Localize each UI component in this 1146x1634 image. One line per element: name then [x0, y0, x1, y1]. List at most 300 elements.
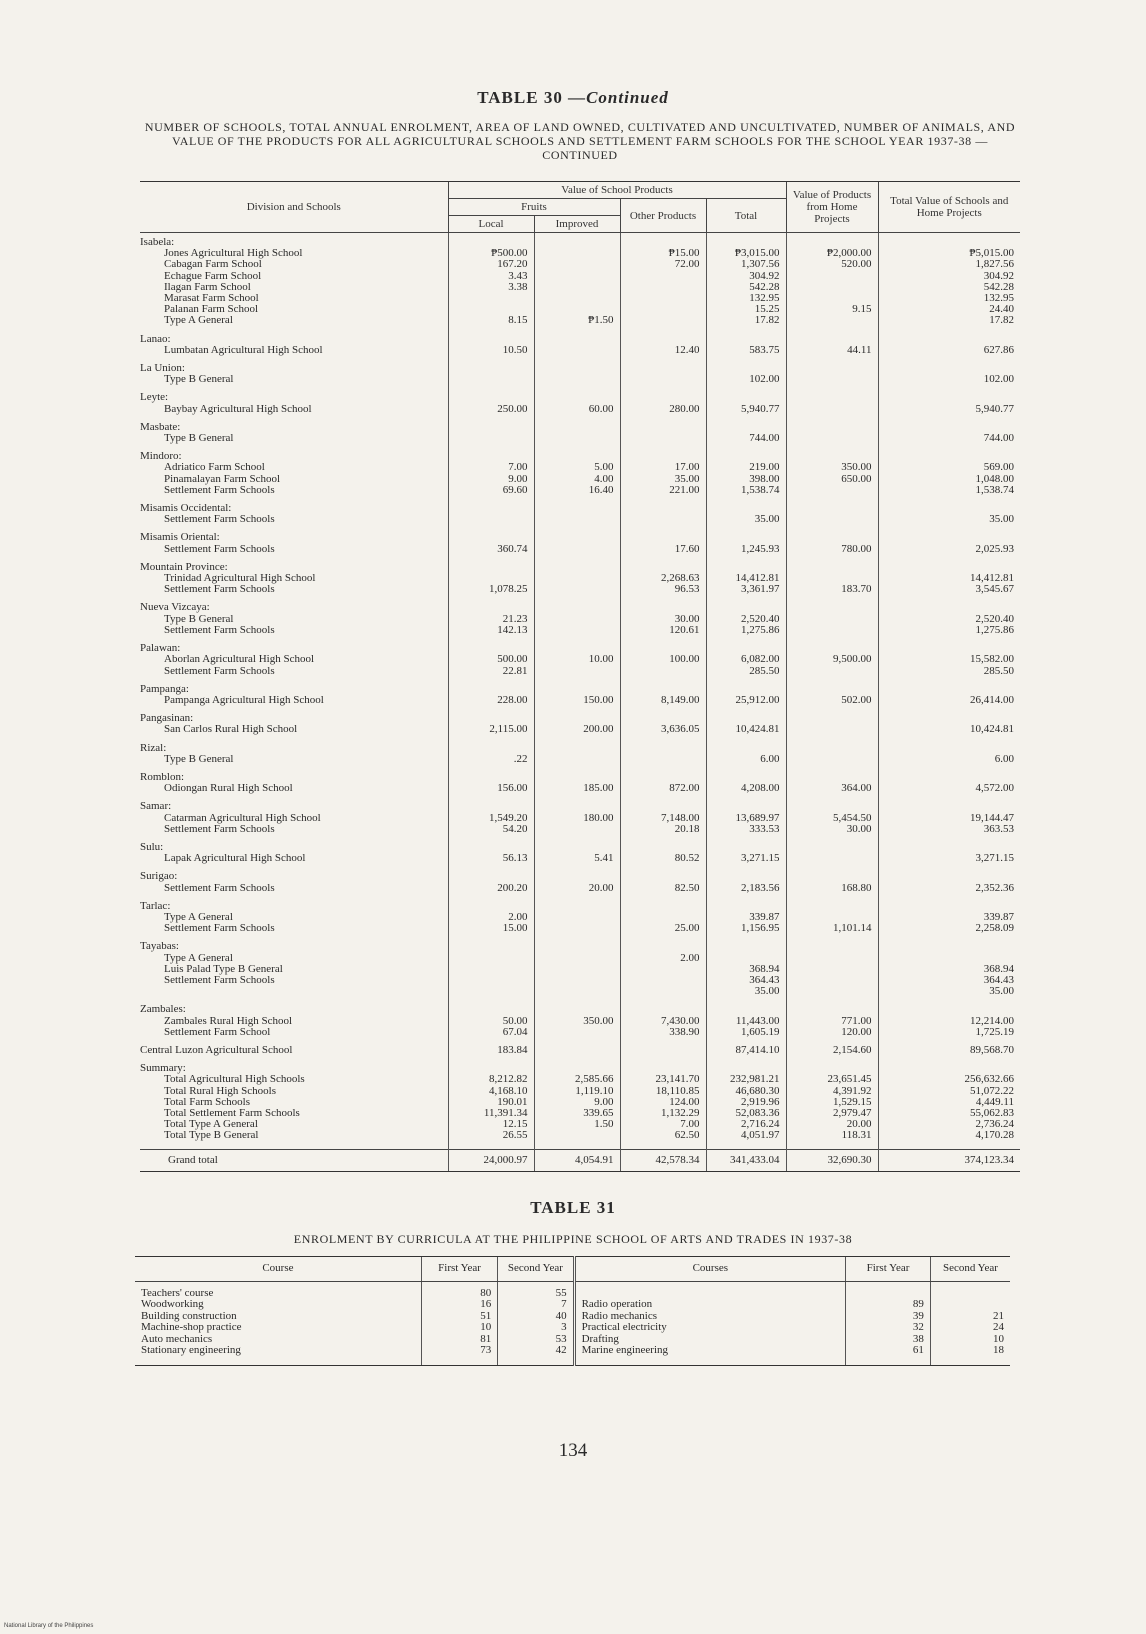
cell-total: 285.50 — [706, 666, 786, 684]
cell-improved — [534, 912, 620, 923]
footer-credit: National Library of the Philippines — [4, 1623, 94, 1629]
table-row — [140, 1027, 1020, 1045]
cell-local: ₱500.00 — [448, 248, 534, 259]
empty-cell — [448, 392, 534, 403]
cell-grand: 89,568.70 — [878, 1045, 1020, 1063]
cell-total: 2,183.56 — [706, 883, 786, 901]
table-31-title: TABLE 31 — [530, 1198, 616, 1217]
empty-cell — [534, 1004, 620, 1015]
t31-cell-first: 16 — [421, 1299, 497, 1311]
cell-grand: 368.94 — [878, 964, 1020, 975]
cell-total: 6.00 — [706, 754, 786, 772]
school-name-text: Total Settlement Farm Schools — [164, 1107, 300, 1119]
empty-cell — [786, 1004, 878, 1015]
school-name-text: Total Farm Schools — [164, 1095, 251, 1108]
division-name: Lanao: — [140, 332, 171, 345]
table-row — [140, 282, 1020, 293]
table-row — [140, 986, 1020, 1004]
cell-total: 1,245.93 — [706, 544, 786, 562]
empty-cell — [786, 422, 878, 433]
cell-total: 1,605.19 — [706, 1027, 786, 1045]
cell-other: 8,149.00 — [620, 695, 706, 713]
t31-cell-first: 81 — [421, 1334, 497, 1346]
t31-cell-course: Woodworking — [141, 1298, 204, 1310]
cell-local — [448, 986, 534, 1004]
cell-home: 780.00 — [786, 544, 878, 562]
grand-total-improved: 4,054.91 — [534, 1149, 620, 1171]
cell-total: 364.43 — [706, 975, 786, 986]
cell-grand: 12,214.00 — [878, 1016, 1020, 1027]
grand-total-home: 32,690.30 — [786, 1149, 878, 1171]
t31-header-second-year-right: Second Year — [930, 1257, 1010, 1282]
cell-total: 583.75 — [706, 345, 786, 363]
school-name-text: Settlement Farm Schools — [164, 922, 275, 935]
empty-cell — [786, 532, 878, 543]
division-row — [140, 363, 1020, 374]
empty-cell — [620, 503, 706, 514]
division-name: Mindoro: — [140, 450, 182, 463]
cell-other: 23,141.70 — [620, 1074, 706, 1085]
empty-cell — [786, 363, 878, 374]
t31-cell-course: Stationary engineering — [135, 1345, 421, 1365]
cell-improved — [534, 754, 620, 772]
table-row — [140, 666, 1020, 684]
school-name — [140, 374, 448, 392]
cell-local: 142.13 — [448, 625, 534, 643]
division-name: Surigao: — [140, 870, 178, 883]
header-other-products: Other Products — [620, 199, 706, 233]
empty-cell — [534, 503, 620, 514]
cell-local — [448, 514, 534, 532]
empty-cell — [786, 602, 878, 613]
cell-home — [786, 315, 878, 333]
table-row — [140, 695, 1020, 713]
t31-cell-second-r: 24 — [930, 1322, 1010, 1334]
t31-cell-first: 73 — [421, 1345, 497, 1365]
cell-grand: 3,545.67 — [878, 584, 1020, 602]
division-name: Samar: — [140, 800, 172, 813]
cell-home: 44.11 — [786, 345, 878, 363]
empty-cell — [786, 901, 878, 912]
cell-grand: 26,414.00 — [878, 695, 1020, 713]
school-name-text: Pinamalayan Farm School — [164, 472, 281, 485]
cell-improved: 4.00 — [534, 474, 620, 485]
empty-cell — [620, 743, 706, 754]
header-total: Total — [706, 199, 786, 233]
table-row — [140, 923, 1020, 941]
t31-header-first-year: First Year — [421, 1257, 497, 1282]
cell-improved: 350.00 — [534, 1016, 620, 1027]
table-row — [140, 1045, 1020, 1063]
empty-cell — [878, 392, 1020, 403]
table-row — [140, 724, 1020, 742]
cell-grand: 17.82 — [878, 315, 1020, 333]
cell-improved — [534, 1130, 620, 1149]
cell-local: 3.38 — [448, 282, 534, 293]
cell-home — [786, 282, 878, 293]
t31-header-courses: Courses — [574, 1257, 846, 1282]
empty-cell — [786, 233, 878, 249]
school-name-text: Jones Agricultural High School — [164, 247, 303, 260]
empty-cell — [786, 871, 878, 882]
t31-cell-course-r: Drafting — [574, 1334, 846, 1346]
t31-header-second-year: Second Year — [498, 1257, 574, 1282]
cell-improved: 185.00 — [534, 783, 620, 801]
school-name-text: Settlement Farm School — [164, 1025, 271, 1038]
cell-home — [786, 724, 878, 742]
t31-cell-course-r: Radio mechanics — [574, 1311, 846, 1323]
cell-local: 360.74 — [448, 544, 534, 562]
grand-total-text: Grand total — [168, 1153, 218, 1166]
division-name: Tayabas: — [140, 940, 179, 953]
table-row — [140, 315, 1020, 333]
school-name-text: Settlement Farm Schools — [164, 542, 275, 555]
empty-cell — [706, 233, 786, 249]
cell-improved: ₱1.50 — [534, 315, 620, 333]
school-name-text: San Carlos Rural High School — [164, 723, 298, 736]
school-name — [140, 485, 448, 503]
empty-cell — [786, 743, 878, 754]
empty-cell — [448, 602, 534, 613]
empty-cell — [620, 363, 706, 374]
header-fruits: Fruits — [448, 199, 620, 216]
cell-local: 54.20 — [448, 824, 534, 842]
cell-grand: 102.00 — [878, 374, 1020, 392]
table-row — [140, 485, 1020, 503]
cell-total: 3,361.97 — [706, 584, 786, 602]
school-name-text: Total Type B General — [164, 1129, 259, 1142]
table-31 — [135, 1256, 1010, 1366]
division-row — [140, 941, 1020, 952]
t31-cell-course-r — [574, 1281, 846, 1299]
empty-cell — [448, 1004, 534, 1015]
cell-home: 350.00 — [786, 462, 878, 473]
division-name: Palawan: — [140, 642, 181, 655]
cell-home: 5,454.50 — [786, 813, 878, 824]
cell-other — [620, 433, 706, 451]
division-row — [140, 901, 1020, 912]
cell-improved — [534, 248, 620, 259]
empty-cell — [620, 422, 706, 433]
division-row — [140, 1004, 1020, 1015]
t31-cell-first-r: 39 — [846, 1311, 931, 1323]
school-name — [140, 404, 448, 422]
t31-cell-course-r: Practical electricity — [574, 1322, 846, 1334]
cell-improved: 339.65 — [534, 1108, 620, 1119]
table-row — [135, 1311, 1010, 1323]
cell-grand: 35.00 — [878, 986, 1020, 1004]
cell-local — [448, 293, 534, 304]
empty-cell — [706, 532, 786, 543]
cell-home — [786, 625, 878, 643]
cell-local: 500.00 — [448, 654, 534, 665]
cell-local: 9.00 — [448, 474, 534, 485]
cell-other: 1,132.29 — [620, 1108, 706, 1119]
table-row — [135, 1281, 1010, 1299]
cell-other: 872.00 — [620, 783, 706, 801]
division-name: Leyte: — [140, 391, 169, 404]
cell-local: 228.00 — [448, 695, 534, 713]
school-name-text: Type B General — [164, 612, 234, 625]
empty-cell — [534, 743, 620, 754]
cell-improved: 16.40 — [534, 485, 620, 503]
cell-total: 2,919.96 — [706, 1097, 786, 1108]
cell-other: 338.90 — [620, 1027, 706, 1045]
school-name-text: Pampanga Agricultural High School — [164, 693, 324, 706]
cell-home: 1,529.15 — [786, 1097, 878, 1108]
cell-total: 339.87 — [706, 912, 786, 923]
table-31-subtitle: ENROLMENT BY CURRICULA AT THE PHILIPPINE SCHOOL OF ARTS AND TRADES IN 1937-38 — [293, 1232, 853, 1246]
school-name — [140, 783, 448, 801]
cell-improved: 60.00 — [534, 404, 620, 422]
cell-other: 17.00 — [620, 462, 706, 473]
division-name: Romblon: — [140, 770, 185, 783]
cell-home — [786, 953, 878, 964]
school-name-text: Lapak Agricultural High School — [164, 852, 306, 865]
cell-grand: 19,144.47 — [878, 813, 1020, 824]
table-30-title: TABLE 30 —Continued — [477, 88, 669, 107]
cell-improved: 2,585.66 — [534, 1074, 620, 1085]
table-row — [140, 1119, 1020, 1130]
cell-improved — [534, 259, 620, 270]
school-name — [140, 1130, 448, 1149]
empty-cell — [448, 941, 534, 952]
school-name — [140, 462, 448, 473]
cell-improved — [534, 345, 620, 363]
cell-improved — [534, 964, 620, 975]
cell-improved: 1,119.10 — [534, 1086, 620, 1097]
cell-local: 10.50 — [448, 345, 534, 363]
cell-total: 232,981.21 — [706, 1074, 786, 1085]
cell-other: 2.00 — [620, 953, 706, 964]
cell-improved — [534, 573, 620, 584]
school-name-text: Settlement Farm Schools — [164, 822, 275, 835]
t31-cell-first-r: 38 — [846, 1334, 931, 1346]
table-row — [135, 1299, 1010, 1311]
empty-cell — [620, 871, 706, 882]
cell-other — [620, 666, 706, 684]
school-name — [140, 883, 448, 901]
header-local: Local — [448, 216, 534, 233]
cell-grand: 4,572.00 — [878, 783, 1020, 801]
cell-home — [786, 433, 878, 451]
cell-improved: 180.00 — [534, 813, 620, 824]
cell-home: 650.00 — [786, 474, 878, 485]
school-name — [140, 853, 448, 871]
empty-cell — [786, 941, 878, 952]
division-row — [140, 532, 1020, 543]
cell-grand: 627.86 — [878, 345, 1020, 363]
cell-local — [448, 964, 534, 975]
table-row — [135, 1345, 1010, 1365]
cell-other: 18,110.85 — [620, 1086, 706, 1097]
empty-cell — [878, 602, 1020, 613]
cell-local: 8.15 — [448, 315, 534, 333]
school-name — [140, 754, 448, 772]
division-name: La Union: — [140, 362, 185, 375]
cell-other: 25.00 — [620, 923, 706, 941]
cell-local: 1,078.25 — [448, 584, 534, 602]
school-name-text: Settlement Farm Schools — [164, 483, 275, 496]
cell-grand: 363.53 — [878, 824, 1020, 842]
cell-total: 4,051.97 — [706, 1130, 786, 1149]
cell-grand: 1,827.56 — [878, 259, 1020, 270]
division-name: Zambales: — [140, 1003, 186, 1016]
cell-grand: 569.00 — [878, 462, 1020, 473]
t31-cell-course: Teachers' course — [141, 1286, 214, 1299]
header-total-value: Total Value of Schools and Home Projects — [878, 182, 1020, 233]
table-row — [140, 544, 1020, 562]
cell-home: 120.00 — [786, 1027, 878, 1045]
t31-cell-second: 7 — [498, 1299, 574, 1311]
cell-local: 69.60 — [448, 485, 534, 503]
empty-cell — [448, 801, 534, 812]
cell-total: 14,412.81 — [706, 573, 786, 584]
school-name-text: Adriatico Farm School — [164, 461, 265, 474]
cell-grand: 132.95 — [878, 293, 1020, 304]
cell-grand: 364.43 — [878, 975, 1020, 986]
cell-improved — [534, 975, 620, 986]
cell-total: 304.92 — [706, 271, 786, 282]
school-name — [140, 315, 448, 333]
cell-total: 1,538.74 — [706, 485, 786, 503]
cell-improved: 10.00 — [534, 654, 620, 665]
school-name-text: Aborlan Agricultural High School — [164, 653, 315, 666]
division-row — [140, 451, 1020, 462]
cell-other: 30.00 — [620, 614, 706, 625]
cell-home: 118.31 — [786, 1130, 878, 1149]
empty-cell — [534, 532, 620, 543]
cell-improved: 1.50 — [534, 1119, 620, 1130]
empty-cell — [786, 801, 878, 812]
cell-other: 20.18 — [620, 824, 706, 842]
empty-cell — [706, 801, 786, 812]
cell-local: 26.55 — [448, 1130, 534, 1149]
school-name — [140, 724, 448, 742]
cell-other — [620, 315, 706, 333]
table-row — [140, 883, 1020, 901]
table-30-subtitle: NUMBER OF SCHOOLS, TOTAL ANNUAL ENROLMENT, AREA OF LAND OWNED, CULTIVATED AND UNCULTIVATED, NUMBER OF ANIMALS, AND VALUE OF THE PRODUCTS FOR ALL AGRICULTURAL SCHOOLS AND SETTLEMENT FARM SCHOOLS FOR THE SCHOOL YEAR 1937-38 —CONTINUED — [144, 120, 1016, 162]
school-name-text: Settlement Farm Schools — [164, 583, 275, 596]
division-name: Pangasinan: — [140, 712, 194, 725]
cell-grand: 2,025.93 — [878, 544, 1020, 562]
table-row — [140, 824, 1020, 842]
cell-improved: 9.00 — [534, 1097, 620, 1108]
empty-cell — [786, 503, 878, 514]
cell-local — [448, 374, 534, 392]
empty-cell — [706, 871, 786, 882]
empty-cell — [448, 363, 534, 374]
empty-cell — [620, 602, 706, 613]
empty-cell — [620, 801, 706, 812]
cell-home — [786, 404, 878, 422]
header-division: Division and Schools — [140, 182, 448, 233]
cell-local: 12.15 — [448, 1119, 534, 1130]
cell-local — [448, 953, 534, 964]
division-row — [140, 743, 1020, 754]
t31-cell-course: Building construction — [141, 1309, 237, 1322]
cell-home: 771.00 — [786, 1016, 878, 1027]
table-row — [140, 975, 1020, 986]
cell-other: ₱15.00 — [620, 248, 706, 259]
cell-local: 167.20 — [448, 259, 534, 270]
cell-other — [620, 282, 706, 293]
cell-total: 6,082.00 — [706, 654, 786, 665]
cell-grand: 1,048.00 — [878, 474, 1020, 485]
cell-local: 15.00 — [448, 923, 534, 941]
school-name-text: Baybay Agricultural High School — [164, 402, 312, 415]
school-name-text: Settlement Farm Schools — [164, 513, 275, 526]
school-name — [140, 923, 448, 941]
cell-home — [786, 485, 878, 503]
cell-other: 7,430.00 — [620, 1016, 706, 1027]
division-name: Isabela: — [140, 236, 175, 248]
school-name-text: Luis Palad Type B General — [164, 962, 283, 975]
cell-home: 9,500.00 — [786, 654, 878, 665]
school-name-text: Total Rural High Schools — [164, 1084, 276, 1097]
empty-cell — [878, 941, 1020, 952]
division-name: Pampanga: — [140, 682, 189, 695]
cell-total: 2,520.40 — [706, 614, 786, 625]
empty-cell — [534, 422, 620, 433]
cell-grand: 35.00 — [878, 514, 1020, 532]
division-row — [140, 602, 1020, 613]
t31-cell-second: 53 — [498, 1334, 574, 1346]
t31-cell-second: 42 — [498, 1345, 574, 1365]
school-name — [140, 1074, 448, 1085]
cell-improved — [534, 544, 620, 562]
grand-total-grand: 374,123.34 — [878, 1149, 1020, 1171]
cell-other: 124.00 — [620, 1097, 706, 1108]
school-name — [140, 584, 448, 602]
cell-other — [620, 271, 706, 282]
cell-other — [620, 754, 706, 772]
page-number: 134 — [558, 1440, 588, 1461]
school-name — [140, 514, 448, 532]
t31-cell-course: Auto mechanics — [141, 1332, 213, 1345]
cell-local: 183.84 — [448, 1045, 534, 1063]
table-row — [140, 584, 1020, 602]
cell-other: 221.00 — [620, 485, 706, 503]
school-name — [140, 654, 448, 665]
t31-cell-first-r: 32 — [846, 1322, 931, 1334]
cell-total: 333.53 — [706, 824, 786, 842]
cell-other — [620, 514, 706, 532]
cell-local: 67.04 — [448, 1027, 534, 1045]
t31-cell-course-r: Marine engineering — [574, 1345, 846, 1365]
cell-improved — [534, 293, 620, 304]
table-row — [140, 304, 1020, 315]
cell-grand: 1,725.19 — [878, 1027, 1020, 1045]
empty-cell — [620, 901, 706, 912]
cell-other: 96.53 — [620, 584, 706, 602]
cell-home — [786, 666, 878, 684]
empty-cell — [878, 801, 1020, 812]
cell-improved — [534, 374, 620, 392]
table-row — [140, 783, 1020, 801]
cell-grand: 5,940.77 — [878, 404, 1020, 422]
table-row — [140, 1108, 1020, 1119]
empty-cell — [786, 713, 878, 724]
division-name: Nueva Vizcaya: — [140, 601, 210, 614]
school-name-text: Trinidad Agricultural High School — [164, 572, 316, 585]
cell-total: 11,443.00 — [706, 1016, 786, 1027]
cell-grand: 744.00 — [878, 433, 1020, 451]
empty-cell — [534, 392, 620, 403]
cell-grand: 304.92 — [878, 271, 1020, 282]
cell-other — [620, 975, 706, 986]
cell-total: 17.82 — [706, 315, 786, 333]
